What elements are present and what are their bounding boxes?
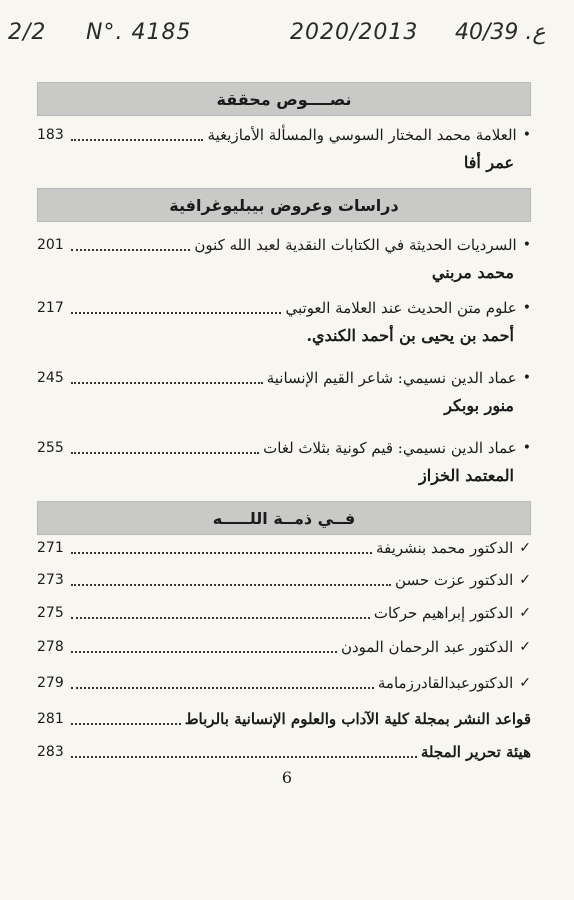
entry-title: السرديات الحديثة في الكتابات النقدية لعبد الله كنون [194, 236, 517, 254]
entry-page: 279 [37, 675, 64, 691]
handwritten-years: 2020/2013 [290, 20, 419, 45]
entry-author: المعتمد الخزاز [419, 466, 514, 485]
entry-page: 278 [37, 639, 64, 655]
handwritten-fraction: 2/2 [8, 20, 47, 45]
entry-title: الدكتور إبراهيم حركات [373, 604, 514, 622]
handwritten-code: 40/39 .ع [455, 20, 546, 45]
entry-author: أحمد بن يحيى بن أحمد الكندي. [306, 326, 514, 345]
entry-page: 283 [37, 744, 64, 760]
entry-page: 271 [37, 540, 64, 556]
entry-title: الدكتور عبد الرحمان المودن [340, 638, 514, 656]
bullet-icon: • [522, 127, 531, 143]
dot-leader [71, 442, 259, 454]
page-number: 6 [281, 768, 293, 787]
handwritten-ref-number: N°. 4185 [86, 20, 192, 45]
checkmark-icon: ✓ [519, 540, 531, 556]
toc-entry[interactable] [37, 740, 531, 764]
section-heading-studies: دراسات وعروض بيبليوغرافية [37, 188, 531, 222]
entry-title: الدكتور محمد بنشريفة [376, 539, 514, 557]
toc-entry[interactable] [37, 123, 531, 147]
entry-title: الدكتور عزت حسن [395, 571, 514, 589]
entry-title: هيئة تحرير المجلة [420, 743, 531, 761]
toc-entry[interactable] [37, 536, 531, 560]
entry-title: علوم متن الحديث عند العلامة العوتبي [285, 299, 517, 317]
dot-leader [71, 302, 281, 314]
entry-title: قواعد النشر بمجلة كلية الآداب والعلوم الإنسانية بالرباط [184, 710, 531, 728]
entry-title: عماد الدين نسيمي: قيم كونية بثلاث لغات [263, 439, 517, 457]
bullet-icon: • [522, 300, 531, 316]
dot-leader [71, 542, 372, 554]
entry-page: 281 [37, 711, 64, 727]
entry-title: عماد الدين نسيمي: شاعر القيم الإنسانية [266, 369, 517, 387]
bullet-icon: • [522, 440, 531, 456]
bullet-icon: • [522, 237, 531, 253]
toc-entry[interactable] [37, 601, 531, 625]
dot-leader [71, 372, 263, 384]
entry-page: 217 [37, 300, 64, 316]
checkmark-icon: ✓ [519, 639, 531, 655]
toc-entry[interactable] [37, 366, 531, 390]
section-heading-obituaries: فــي ذمــة اللـــــه [37, 501, 531, 535]
checkmark-icon: ✓ [519, 572, 531, 588]
dot-leader [71, 677, 374, 689]
entry-page: 255 [37, 440, 64, 456]
entry-author: محمد مربني [431, 263, 514, 282]
entry-page: 273 [37, 572, 64, 588]
entry-page: 201 [37, 237, 64, 253]
toc-entry[interactable] [37, 635, 531, 659]
dot-leader [71, 574, 391, 586]
bullet-icon: • [522, 370, 531, 386]
entry-page: 183 [37, 127, 64, 143]
dot-leader [71, 239, 190, 251]
toc-entry[interactable] [37, 707, 531, 731]
toc-entry[interactable] [37, 233, 531, 257]
toc-entry[interactable] [37, 671, 531, 695]
dot-leader [71, 641, 337, 653]
entry-title: الدكتورعبدالقادرزمامة [377, 674, 514, 692]
entry-title: العلامة محمد المختار السوسي والمسألة الأمازيغية [207, 126, 517, 144]
dot-leader [71, 129, 203, 141]
checkmark-icon: ✓ [519, 605, 531, 621]
entry-author: عمر أفا [463, 153, 514, 172]
dot-leader [71, 746, 417, 758]
entry-page: 245 [37, 370, 64, 386]
section-heading-edited-texts: نصــــوص محققة [37, 82, 531, 116]
checkmark-icon: ✓ [519, 675, 531, 691]
toc-entry[interactable] [37, 568, 531, 592]
entry-author: منور بوبكر [444, 396, 514, 415]
toc-entry[interactable] [37, 436, 531, 460]
toc-entry[interactable] [37, 296, 531, 320]
dot-leader [71, 607, 370, 619]
entry-page: 275 [37, 605, 64, 621]
dot-leader [71, 713, 181, 725]
